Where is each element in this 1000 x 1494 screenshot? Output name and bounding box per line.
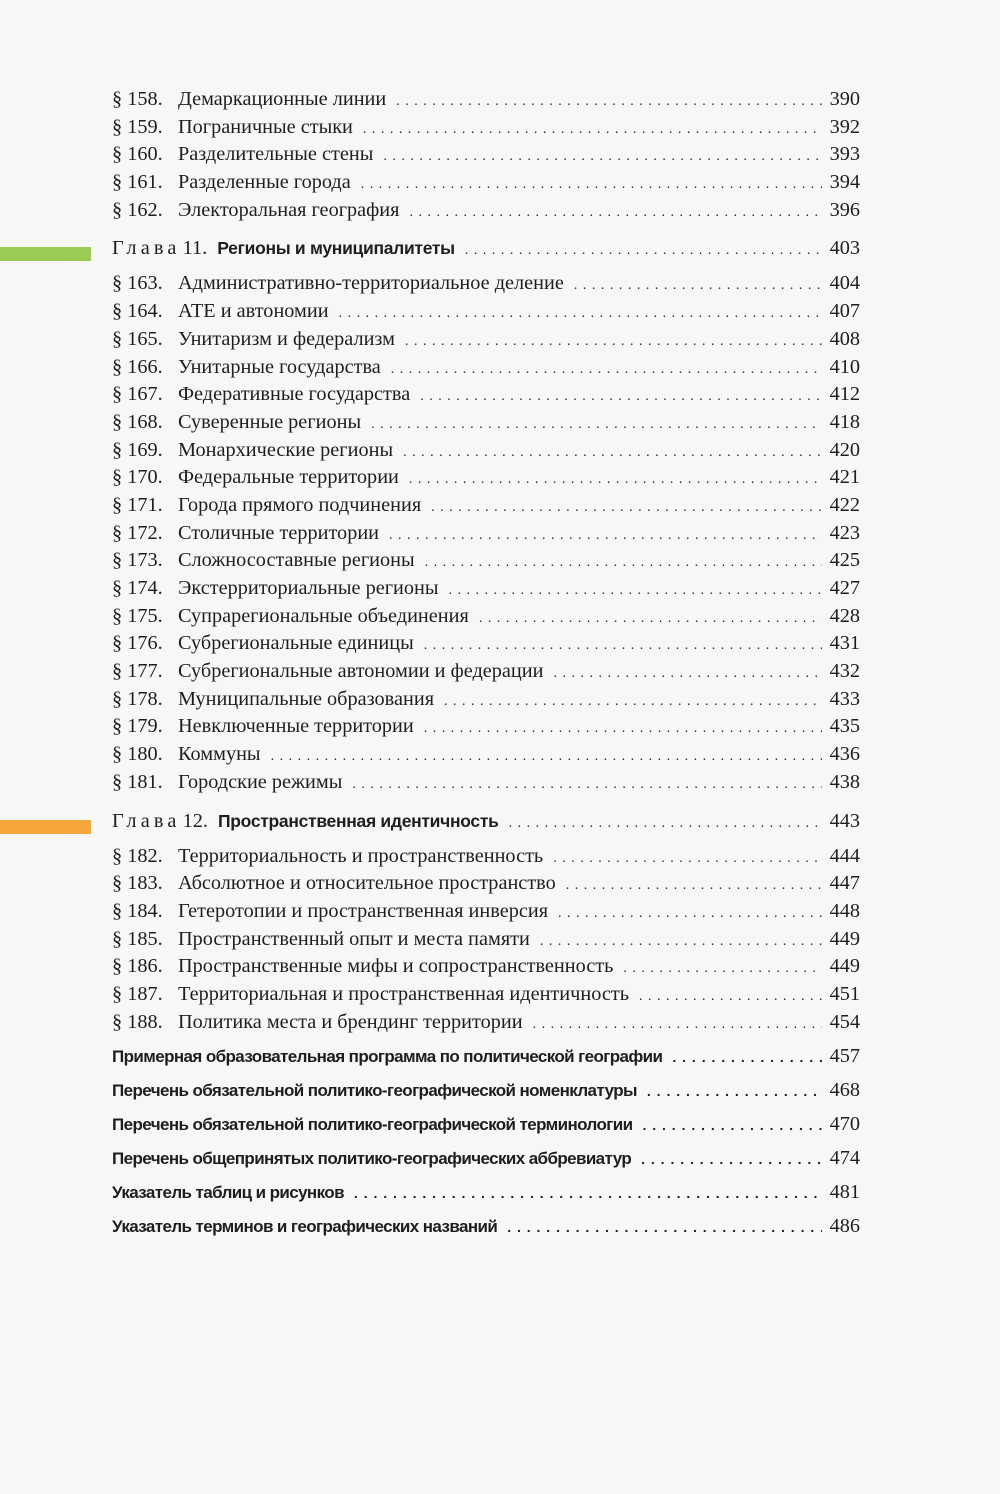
dot-leader (553, 845, 821, 868)
dot-leader (383, 143, 821, 166)
chapter-12-heading[interactable] (112, 810, 860, 844)
section-number: § 165. (112, 327, 163, 350)
toc-entry[interactable] (112, 900, 860, 928)
section-title: Невключенные территории (178, 715, 414, 738)
toc-entry[interactable] (112, 688, 860, 716)
section-title: Пограничные стыки (178, 115, 353, 138)
appendix-entry[interactable] (112, 1113, 860, 1147)
page-number: 408 (829, 327, 860, 350)
page-number: 448 (829, 899, 860, 922)
dot-leader (553, 660, 821, 683)
page-number: 425 (829, 549, 860, 572)
toc-entry[interactable] (112, 171, 860, 199)
page-number: 431 (829, 632, 860, 655)
toc-entry[interactable] (112, 300, 860, 328)
page-number: 449 (829, 955, 860, 978)
section-number: § 186. (112, 955, 163, 978)
dot-leader (509, 810, 822, 833)
toc-entry[interactable] (112, 522, 860, 550)
section-number: § 171. (112, 493, 163, 516)
toc-entry[interactable] (112, 928, 860, 956)
page-number: 418 (829, 410, 860, 433)
sections-group-top (112, 88, 860, 226)
page-number: 421 (829, 466, 860, 489)
toc-entry[interactable] (112, 845, 860, 873)
page-number: 468 (829, 1079, 860, 1102)
section-number: § 168. (112, 410, 163, 433)
section-title: Суверенные регионы (178, 410, 362, 433)
chapter-label: Глава (112, 809, 181, 832)
section-title: Монархические регионы (178, 438, 394, 461)
toc-entry[interactable] (112, 494, 860, 522)
page-number: 447 (829, 872, 860, 895)
dot-leader (371, 411, 821, 434)
toc-entry[interactable] (112, 411, 860, 439)
toc-entry[interactable] (112, 328, 860, 356)
chapter-label: Глава (112, 237, 181, 260)
section-number: § 163. (112, 272, 163, 295)
appendix-title: Перечень обязательной политико-географической терминологии (112, 1115, 633, 1135)
section-number: § 169. (112, 438, 163, 461)
page-number: 393 (829, 143, 860, 166)
appendix-entry[interactable] (112, 1181, 860, 1215)
dot-leader (424, 715, 822, 738)
section-number: § 175. (112, 604, 163, 627)
page-number: 443 (829, 809, 860, 832)
dot-leader (647, 1081, 822, 1101)
toc-entry[interactable] (112, 872, 860, 900)
section-number: § 182. (112, 844, 163, 867)
section-number: § 184. (112, 899, 163, 922)
toc-entry[interactable] (112, 983, 860, 1011)
section-number: § 167. (112, 383, 163, 406)
dot-leader (409, 466, 822, 489)
dot-leader (339, 300, 822, 323)
dot-leader (641, 1149, 821, 1169)
section-title: Федеративные государства (178, 383, 411, 406)
toc-entry[interactable] (112, 715, 860, 743)
section-title: Гетеротопии и пространственная инверсия (178, 899, 549, 922)
appendix-entry[interactable] (112, 1045, 860, 1079)
section-title: Разделительные стены (178, 143, 374, 166)
appendix-title: Перечень обязательной политико-географической номенклатуры (112, 1081, 637, 1101)
page-number: 486 (829, 1215, 860, 1238)
dot-leader (403, 439, 821, 462)
section-number: § 164. (112, 300, 163, 323)
appendix-title: Указатель таблиц и рисунков (112, 1183, 344, 1203)
page-number: 432 (829, 660, 860, 683)
section-title: Федеральные территории (178, 466, 399, 489)
toc-entry[interactable] (112, 383, 860, 411)
toc-entry[interactable] (112, 955, 860, 983)
dot-leader (352, 771, 821, 794)
dot-leader (533, 1011, 822, 1034)
page-number: 435 (829, 715, 860, 738)
dot-leader (558, 900, 822, 923)
page-number: 390 (829, 88, 860, 110)
section-number: § 162. (112, 198, 163, 221)
dot-leader (507, 1217, 821, 1237)
page-number: 449 (829, 927, 860, 950)
chapter-title: Регионы и муниципалитеты (217, 238, 455, 259)
toc-entry[interactable] (112, 632, 860, 660)
dot-leader (431, 494, 821, 517)
dot-leader (391, 356, 822, 379)
page-number: 457 (829, 1045, 860, 1068)
section-number: § 177. (112, 660, 163, 683)
section-title: Коммуны (178, 743, 261, 766)
toc-entry[interactable] (112, 660, 860, 688)
page-number: 407 (829, 300, 860, 323)
section-title: Политика места и брендинг территории (178, 1010, 523, 1033)
page-number: 470 (829, 1113, 860, 1136)
dot-leader (623, 955, 821, 978)
table-of-contents (112, 88, 860, 1249)
chapter-11-color-bar (0, 247, 91, 261)
section-number: § 173. (112, 549, 163, 572)
appendix-title: Указатель терминов и географических названий (112, 1217, 498, 1237)
appendix-title: Перечень общепринятых политико-географических аббревиатур (112, 1149, 632, 1169)
dot-leader (672, 1047, 821, 1067)
page-number: 392 (829, 115, 860, 138)
section-title: Супрарегиональные объединения (178, 604, 469, 627)
appendix-entry[interactable] (112, 1147, 860, 1181)
page-number: 444 (829, 844, 860, 867)
section-number: § 188. (112, 1010, 163, 1033)
appendices-group (112, 1045, 860, 1249)
section-title: Территориальная и пространственная идентичность (178, 982, 629, 1005)
toc-entry[interactable] (112, 605, 860, 633)
toc-entry[interactable] (112, 771, 860, 799)
section-number: § 178. (112, 687, 163, 710)
chapter-number: 11. (182, 237, 208, 260)
section-number: § 158. (112, 88, 163, 110)
toc-entry[interactable] (112, 199, 860, 227)
dot-leader (410, 199, 822, 222)
section-number: § 172. (112, 521, 163, 544)
section-title: Субрегиональные автономии и федерации (178, 660, 544, 683)
section-number: § 179. (112, 715, 163, 738)
section-title: Экстерриториальные регионы (178, 577, 439, 599)
section-title: Муниципальные образования (178, 687, 435, 710)
section-number: § 181. (112, 770, 163, 793)
page-number: 422 (829, 493, 860, 516)
section-number: § 185. (112, 927, 163, 950)
dot-leader (425, 549, 822, 572)
toc-entry[interactable] (112, 549, 860, 577)
page-number: 412 (829, 383, 860, 406)
section-number: § 159. (112, 115, 163, 138)
page-number: 433 (829, 687, 860, 710)
section-title: Городские режимы (178, 770, 343, 793)
page-number: 403 (829, 237, 860, 260)
dot-leader (540, 928, 822, 951)
dot-leader (271, 743, 822, 766)
page-number: 428 (829, 604, 860, 627)
dot-leader (444, 688, 822, 711)
dot-leader (389, 522, 822, 545)
section-title: Территориальность и пространственность (178, 844, 544, 867)
section-title: Разделенные города (178, 171, 351, 194)
appendix-title: Примерная образовательная программа по политической географии (112, 1047, 663, 1067)
toc-entry[interactable] (112, 143, 860, 171)
page-number: 396 (829, 198, 860, 221)
section-title: Демаркационные линии (178, 88, 387, 110)
dot-leader (449, 577, 822, 600)
sections-group-chapter-12 (112, 845, 860, 1039)
toc-entry[interactable] (112, 116, 860, 144)
sections-group-chapter-11 (112, 272, 860, 798)
section-title: Сложносоставные регионы (178, 549, 415, 572)
dot-leader (405, 328, 822, 351)
toc-entry[interactable] (112, 88, 860, 116)
toc-entry[interactable] (112, 439, 860, 467)
section-title: Пространственный опыт и места памяти (178, 927, 530, 950)
section-title: Унитаризм и федерализм (178, 327, 395, 350)
dot-leader (361, 171, 822, 194)
section-number: § 180. (112, 743, 163, 766)
section-title: Столичные территории (178, 521, 380, 544)
toc-entry[interactable] (112, 1011, 860, 1039)
section-number: § 170. (112, 466, 163, 489)
chapter-title: Пространственная идентичность (218, 810, 499, 831)
section-number: § 183. (112, 872, 163, 895)
section-number: § 176. (112, 632, 163, 655)
section-title: АТЕ и автономии (178, 300, 329, 323)
toc-entry[interactable] (112, 466, 860, 494)
section-title: Административно-территориальное деление (178, 272, 564, 295)
section-number: § 160. (112, 143, 163, 166)
appendix-entry[interactable] (112, 1215, 860, 1249)
section-number: § 161. (112, 171, 163, 194)
page-number: 451 (829, 982, 860, 1005)
page-number: 394 (829, 171, 860, 194)
page-number: 436 (829, 743, 860, 766)
chapter-number: 12. (182, 809, 208, 832)
page-number: 438 (829, 770, 860, 793)
dot-leader (396, 88, 821, 111)
dot-leader (420, 383, 821, 406)
page-number: 423 (829, 521, 860, 544)
dot-leader (424, 632, 822, 655)
section-title: Субрегиональные единицы (178, 632, 414, 655)
toc-entry[interactable] (112, 272, 860, 300)
chapter-11-heading[interactable] (112, 237, 860, 271)
dot-leader (479, 605, 822, 628)
dot-leader (639, 983, 822, 1006)
toc-entry[interactable] (112, 577, 860, 605)
appendix-entry[interactable] (112, 1079, 860, 1113)
page-number: 410 (829, 355, 860, 378)
dot-leader (465, 237, 822, 260)
dot-leader (574, 272, 822, 295)
section-number: § 166. (112, 355, 163, 378)
dot-leader (642, 1115, 821, 1135)
page-number: 454 (829, 1010, 860, 1033)
section-title: Унитарные государства (178, 355, 381, 378)
page-number: 404 (829, 272, 860, 295)
page-number: 420 (829, 438, 860, 461)
dot-leader (363, 116, 822, 139)
page-number: 481 (829, 1181, 860, 1204)
section-title: Пространственные мифы и сопространственность (178, 955, 614, 978)
dot-leader (354, 1183, 822, 1203)
toc-entry[interactable] (112, 356, 860, 384)
section-number: § 174. (112, 577, 163, 599)
page-number: 474 (829, 1147, 860, 1170)
section-title: Абсолютное и относительное пространство (178, 872, 556, 895)
section-title: Электоральная география (178, 198, 400, 221)
section-title: Города прямого подчинения (178, 493, 422, 516)
toc-entry[interactable] (112, 743, 860, 771)
dot-leader (566, 872, 822, 895)
section-number: § 187. (112, 982, 163, 1005)
page-number: 427 (829, 577, 860, 599)
chapter-12-color-bar (0, 820, 91, 834)
